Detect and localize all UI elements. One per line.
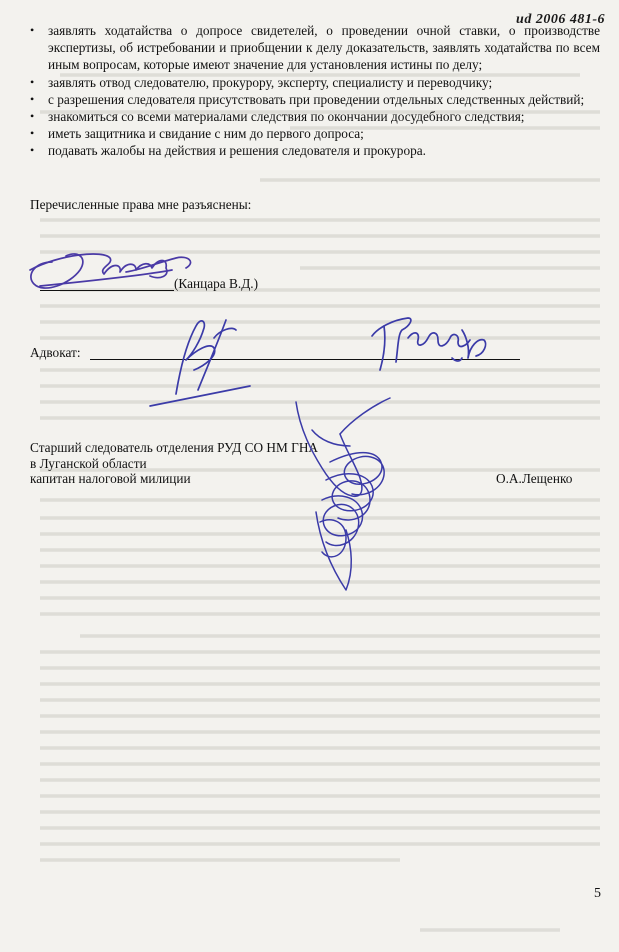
lawyer-surname-signature-mark	[372, 318, 486, 370]
investigator-title-line: в Луганской области	[30, 455, 147, 471]
advocate-label: Адвокат:	[30, 345, 81, 360]
suspect-name: (Канцара В.Д.)	[174, 276, 259, 291]
investigator-block	[30, 440, 590, 487]
advocate-signature-mark	[150, 320, 250, 406]
case-number: ud 2006 481-6	[516, 12, 605, 27]
rights-item	[28, 74, 600, 91]
signature-line	[40, 290, 174, 291]
rights-item-text: иметь защитника и свидание с ним до первого допроса;	[48, 126, 364, 142]
rights-item	[28, 22, 600, 74]
rights-item-text: знакомиться со всеми материалами следствия по окончании досудебного следствия;	[48, 109, 525, 125]
rights-item-text: с разрешения следователя присутствовать при проведении отдельных следственных действий;	[48, 91, 585, 107]
investigator-name: О.А.Лещенко	[496, 471, 573, 486]
investigator-signature-mark	[296, 398, 390, 590]
investigator-title-line: Старший следователь отделения РУД СО НМ ГНА	[30, 440, 319, 455]
rights-explained-statement: Перечисленные права мне разъяснены:	[30, 197, 252, 212]
rights-item	[28, 91, 600, 108]
bullet-icon: •	[30, 74, 35, 89]
rights-item	[28, 142, 600, 159]
rights-item-text: заявлять ходатайства о допросе свидетелей, о проведении очной ставки, о производстве экспертизы, об истребовании и приобщении к делу доказательств, заявлять ходатайства по всем иным вопросам, которые имеют значение для установления истины по делу;	[48, 23, 600, 73]
rights-item	[28, 108, 600, 125]
rights-item-text: заявлять отвод следователю, прокурору, эксперту, специалисту и переводчику;	[48, 74, 493, 90]
bullet-icon: •	[30, 23, 35, 37]
page-number: 5	[594, 886, 601, 901]
rights-item-text: подавать жалобы на действия и решения следователя и прокурора.	[48, 143, 426, 159]
investigator-rank: капитан налоговой милиции	[30, 471, 191, 486]
advocate-block	[30, 345, 590, 361]
bullet-icon: •	[30, 126, 35, 141]
rights-list	[28, 22, 600, 160]
suspect-signature-block	[40, 276, 300, 294]
bullet-icon: •	[30, 143, 35, 158]
rights-item	[28, 125, 600, 142]
bullet-icon: •	[30, 91, 35, 106]
bullet-icon: •	[30, 109, 35, 124]
signature-line	[90, 359, 520, 360]
